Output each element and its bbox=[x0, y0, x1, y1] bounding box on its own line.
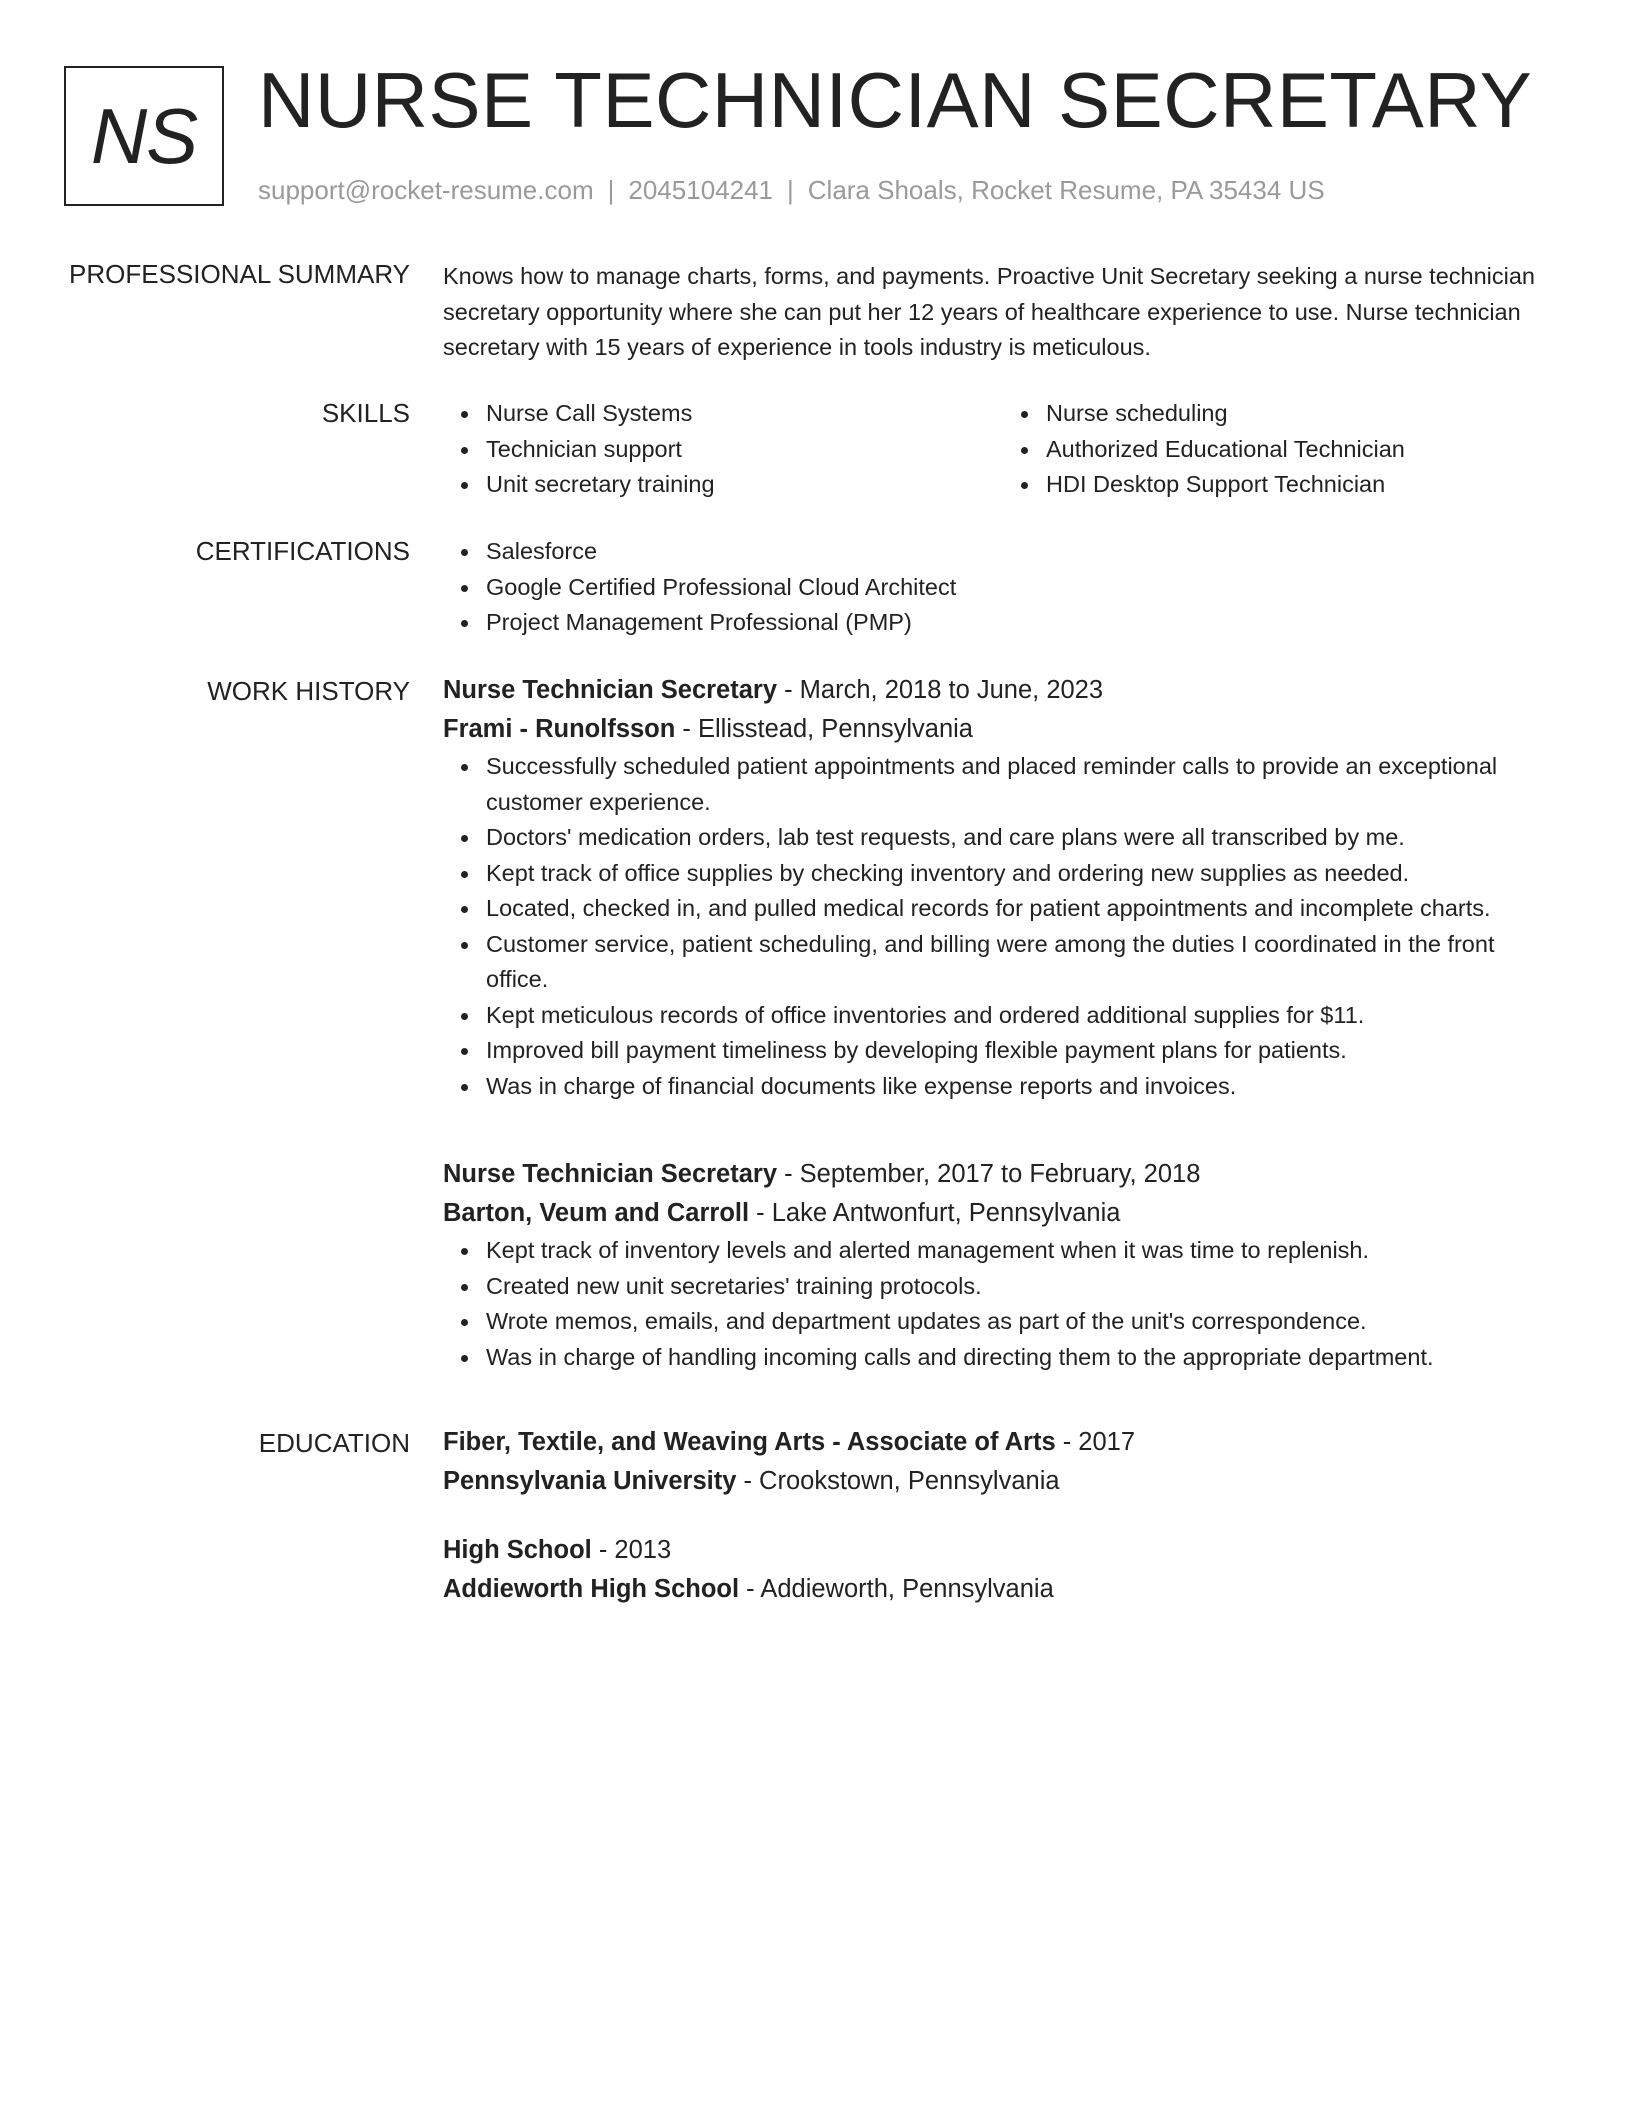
job-company: Frami - Runolfsson bbox=[443, 715, 676, 743]
job-company: Barton, Veum and Carroll bbox=[443, 1199, 750, 1227]
section-label-certifications: CERTIFICATIONS bbox=[195, 536, 410, 566]
education-degree-line bbox=[443, 1531, 1563, 1570]
job-title: Nurse Technician Secretary bbox=[443, 1160, 778, 1188]
education-school-line bbox=[443, 1462, 1563, 1501]
skill-item: Nurse scheduling bbox=[1046, 396, 1563, 432]
job-duty-item: Doctors' medication orders, lab test requests, and care plans were all transcribed by me. bbox=[486, 820, 1563, 856]
summary-text: Knows how to manage charts, forms, and payments. Proactive Unit Secretary seeking a nurse technician secretary opportunity where she can put her 12 years of healthcare experience to use. Nurse technician secretary with 15 years of experience in tools industry is meticulous. bbox=[443, 263, 1535, 360]
job-duty-item: Wrote memos, emails, and department updates as part of the unit's correspondence. bbox=[486, 1304, 1563, 1340]
job-company-line bbox=[443, 710, 1563, 749]
job-duty-item: Located, checked in, and pulled medical records for patient appointments and incomplete charts. bbox=[486, 891, 1563, 927]
job-entry bbox=[443, 671, 1563, 1104]
certification-item: Salesforce bbox=[486, 534, 1563, 570]
job-location: - Lake Antwonfurt, Pennsylvania bbox=[749, 1199, 1121, 1227]
job-dates: - March, 2018 to June, 2023 bbox=[777, 676, 1104, 704]
education-degree: Fiber, Textile, and Weaving Arts - Associate of Arts bbox=[443, 1428, 1056, 1456]
contact-phone[interactable]: 2045104241 bbox=[628, 175, 773, 205]
job-duties-list bbox=[443, 1233, 1563, 1375]
section-label-education: EDUCATION bbox=[258, 1428, 410, 1458]
education-entry bbox=[443, 1531, 1563, 1609]
section-label-skills: SKILLS bbox=[321, 398, 410, 428]
job-duty-item: Was in charge of handling incoming calls and directing them to the appropriate department. bbox=[486, 1340, 1563, 1376]
education-school: Addieworth High School bbox=[443, 1575, 740, 1603]
job-title: Nurse Technician Secretary bbox=[443, 676, 778, 704]
contact-line bbox=[258, 172, 1325, 208]
monogram-text: NS bbox=[90, 91, 198, 180]
resume-title: NURSE TECHNICIAN SECRETARY bbox=[258, 56, 1533, 144]
education-school-line bbox=[443, 1570, 1563, 1609]
job-duty-item: Was in charge of financial documents like expense reports and invoices. bbox=[486, 1069, 1563, 1105]
job-company-line bbox=[443, 1194, 1563, 1233]
job-location: - Ellisstead, Pennsylvania bbox=[675, 715, 973, 743]
skill-item: Nurse Call Systems bbox=[486, 396, 1003, 432]
contact-separator: | bbox=[607, 175, 615, 205]
job-duties-list bbox=[443, 749, 1563, 1104]
skill-item: HDI Desktop Support Technician bbox=[1046, 467, 1563, 503]
education-entry bbox=[443, 1423, 1563, 1501]
job-duty-item: Kept track of inventory levels and alerted management when it was time to replenish. bbox=[486, 1233, 1563, 1269]
skills-list-left bbox=[443, 396, 1003, 503]
section-label-work-history: WORK HISTORY bbox=[207, 676, 410, 706]
job-title-line bbox=[443, 671, 1563, 710]
skills-list-right bbox=[1003, 396, 1563, 503]
certification-item: Google Certified Professional Cloud Architect bbox=[486, 570, 1563, 606]
education-year: - 2013 bbox=[591, 1536, 672, 1564]
contact-email[interactable]: support@rocket-resume.com bbox=[258, 175, 594, 205]
skill-item: Authorized Educational Technician bbox=[1046, 432, 1563, 468]
skill-item: Technician support bbox=[486, 432, 1003, 468]
skill-item: Unit secretary training bbox=[486, 467, 1003, 503]
contact-address: Clara Shoals, Rocket Resume, PA 35434 US bbox=[807, 175, 1325, 205]
education-degree-line bbox=[443, 1423, 1563, 1462]
job-duty-item: Customer service, patient scheduling, and billing were among the duties I coordinated in the front office. bbox=[486, 927, 1563, 998]
job-dates: - September, 2017 to February, 2018 bbox=[777, 1160, 1201, 1188]
job-title-line bbox=[443, 1155, 1563, 1194]
job-duty-item: Improved bill payment timeliness by developing flexible payment plans for patients. bbox=[486, 1033, 1563, 1069]
job-entry bbox=[443, 1155, 1563, 1375]
monogram-badge bbox=[64, 66, 224, 206]
education-location: - Addieworth, Pennsylvania bbox=[739, 1575, 1054, 1603]
section-label-summary: PROFESSIONAL SUMMARY bbox=[69, 259, 410, 289]
job-duty-item: Kept track of office supplies by checking inventory and ordering new supplies as needed. bbox=[486, 856, 1563, 892]
education-year: - 2017 bbox=[1055, 1428, 1136, 1456]
education-school: Pennsylvania University bbox=[443, 1467, 737, 1495]
certification-item: Project Management Professional (PMP) bbox=[486, 605, 1563, 641]
education-location: - Crookstown, Pennsylvania bbox=[736, 1467, 1060, 1495]
education-degree: High School bbox=[443, 1536, 592, 1564]
job-duty-item: Created new unit secretaries' training protocols. bbox=[486, 1269, 1563, 1305]
certifications-list bbox=[443, 534, 1563, 641]
job-duty-item: Successfully scheduled patient appointments and placed reminder calls to provide an exceptional customer experience. bbox=[486, 749, 1563, 820]
contact-separator: | bbox=[787, 175, 794, 205]
job-duty-item: Kept meticulous records of office inventories and ordered additional supplies for $11. bbox=[486, 998, 1563, 1034]
